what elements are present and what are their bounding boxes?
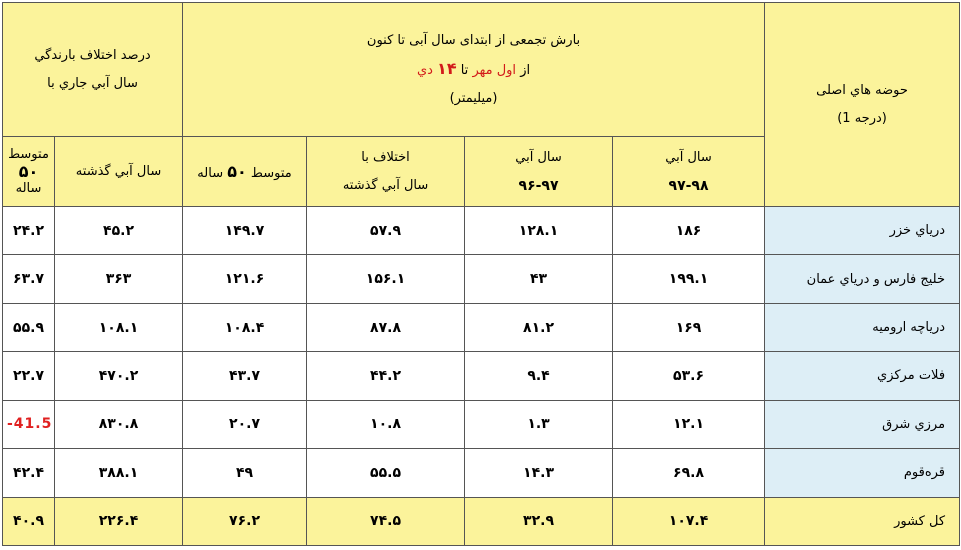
cell-y9697: ۸۱.۲ <box>465 303 613 351</box>
cell-pct-avg: ۲۲.۷ <box>3 352 55 400</box>
col-header-9798-label: سال آبي <box>665 149 712 165</box>
cell-y9798: ۵۳.۶ <box>613 352 765 400</box>
col-header-diff-a: اختلاف با <box>361 149 410 165</box>
diff-header <box>3 3 183 137</box>
rain-from: از <box>520 62 531 78</box>
cell-y9697: ۱۴.۳ <box>465 449 613 497</box>
cell-pct-last: ۸۳۰.۸ <box>55 400 183 448</box>
rain-header-title: بارش تجمعی از ابتدای سال آبی تا کنون <box>366 32 581 48</box>
rain-header <box>183 3 765 137</box>
col-header-9798 <box>613 137 765 207</box>
cell-avg50: ۴۳.۷ <box>183 352 307 400</box>
col-header-pct-avg-pre: متوسط <box>8 147 49 162</box>
basin-name: خليج فارس و درياي عمان <box>765 255 960 303</box>
cell-avg50: ۱۰۸.۴ <box>183 303 307 351</box>
cell-y9697: ۹.۴ <box>465 352 613 400</box>
cell-diff: ۸۷.۸ <box>307 303 465 351</box>
table-row <box>3 449 960 497</box>
basin-name: قره‌قوم <box>765 449 960 497</box>
table-row <box>3 207 960 255</box>
col-header-pct-last: سال آبي گذشته <box>55 137 183 207</box>
total-y9697: ۳۲.۹ <box>465 497 613 545</box>
col-header-avg50 <box>183 137 307 207</box>
rain-unit: (ميليمتر) <box>449 90 498 106</box>
cell-pct-last: ۴۵.۲ <box>55 207 183 255</box>
cell-pct-last: ۳۸۸.۱ <box>55 449 183 497</box>
cell-avg50: ۱۴۹.۷ <box>183 207 307 255</box>
table-row <box>3 255 960 303</box>
cell-y9697: ۱.۳ <box>465 400 613 448</box>
cell-avg50: ۴۹ <box>183 449 307 497</box>
rain-date2-month: دي <box>416 62 433 78</box>
total-avg50: ۷۶.۲ <box>183 497 307 545</box>
cell-diff: ۱۰.۸ <box>307 400 465 448</box>
rain-to: تا <box>460 62 469 78</box>
cell-pct-last: ۱۰۸.۱ <box>55 303 183 351</box>
cell-avg50: ۲۰.۷ <box>183 400 307 448</box>
diff-header-sub: سال آبي جاري با <box>47 75 138 91</box>
cell-pct-avg-negative: -41.5 <box>3 400 55 448</box>
rain-header-period <box>187 55 760 85</box>
col-header-diff <box>307 137 465 207</box>
cell-diff: ۵۵.۵ <box>307 449 465 497</box>
cell-pct-avg: ۶۳.۷ <box>3 255 55 303</box>
table-row <box>3 400 960 448</box>
total-y9798: ۱۰۷.۴ <box>613 497 765 545</box>
basin-name: فلات مرکزي <box>765 352 960 400</box>
total-pct-last: ۲۲۶.۴ <box>55 497 183 545</box>
cell-diff: ۴۴.۲ <box>307 352 465 400</box>
col-header-9697-label: سال آبي <box>515 149 562 165</box>
cell-pct-avg: ۴۲.۴ <box>3 449 55 497</box>
total-row <box>3 497 960 545</box>
cell-avg50: ۱۲۱.۶ <box>183 255 307 303</box>
basin-header-title: حوضه هاي اصلی <box>816 82 908 98</box>
cell-y9798: ۱۹۹.۱ <box>613 255 765 303</box>
basin-header-sub: (درجه 1) <box>837 110 887 126</box>
rain-date1: اول مهر <box>472 62 517 78</box>
col-header-pct-avg-post: ساله <box>15 181 42 196</box>
basin-name: درياچه اروميه <box>765 303 960 351</box>
diff-header-title: درصد اختلاف بارندگي <box>34 47 151 63</box>
total-pct-avg: ۴۰.۹ <box>3 497 55 545</box>
cell-y9798: ۱۶۹ <box>613 303 765 351</box>
cell-y9798: ۱۸۶ <box>613 207 765 255</box>
basin-name: مرزي شرق <box>765 400 960 448</box>
table-row <box>3 303 960 351</box>
total-diff: ۷۴.۵ <box>307 497 465 545</box>
basin-name: درياي خزر <box>765 207 960 255</box>
col-header-pct-avg-num: ۵۰ <box>18 162 39 181</box>
col-header-9697-years: ۹۶-۹۷ <box>518 177 559 194</box>
col-header-9697 <box>465 137 613 207</box>
col-header-avg50-num: ۵۰ <box>227 162 247 181</box>
cell-y9798: ۱۲.۱ <box>613 400 765 448</box>
table-row <box>3 352 960 400</box>
cell-diff: ۵۷.۹ <box>307 207 465 255</box>
cell-pct-avg: ۲۴.۲ <box>3 207 55 255</box>
rainfall-table <box>2 2 960 546</box>
basin-header <box>765 3 960 207</box>
col-header-diff-b: سال آبي گذشته <box>342 177 429 193</box>
rain-date2-num: ۱۴ <box>437 58 457 78</box>
col-header-avg50-post: ساله <box>197 166 224 181</box>
total-label: کل کشور <box>765 497 960 545</box>
cell-pct-avg: ۵۵.۹ <box>3 303 55 351</box>
col-header-pct-avg <box>3 137 55 207</box>
cell-y9697: ۱۲۸.۱ <box>465 207 613 255</box>
cell-y9697: ۴۳ <box>465 255 613 303</box>
cell-pct-last: ۴۷۰.۲ <box>55 352 183 400</box>
cell-y9798: ۶۹.۸ <box>613 449 765 497</box>
cell-diff: ۱۵۶.۱ <box>307 255 465 303</box>
cell-pct-last: ۳۶۳ <box>55 255 183 303</box>
col-header-avg50-pre: متوسط <box>250 166 292 181</box>
col-header-9798-years: ۹۷-۹۸ <box>668 177 709 194</box>
